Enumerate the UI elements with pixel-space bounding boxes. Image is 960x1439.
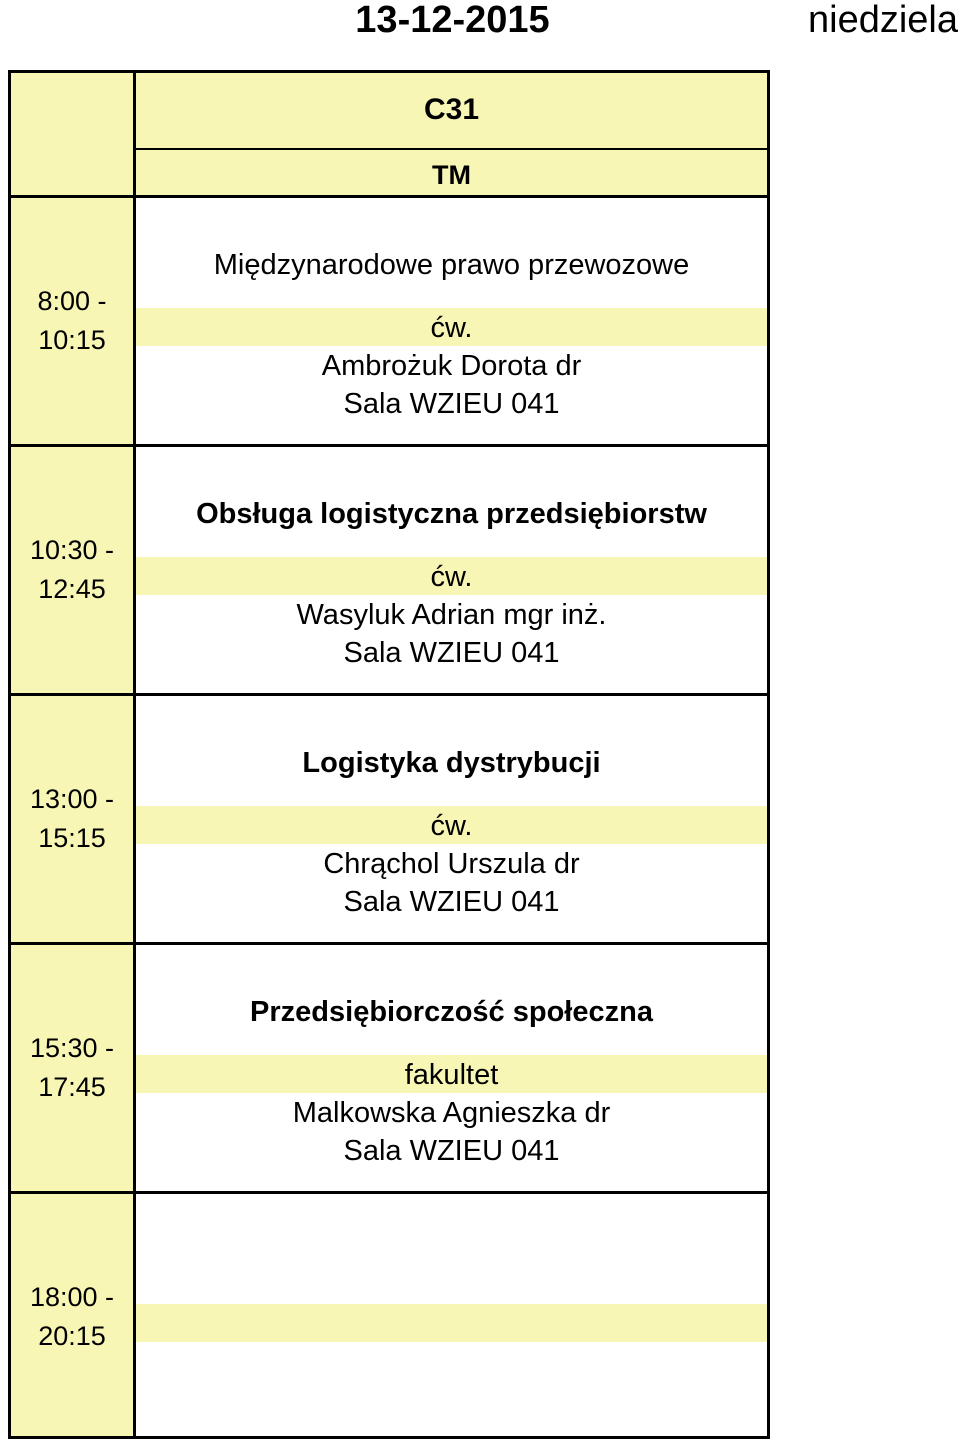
time-column bbox=[11, 73, 136, 1436]
time-end: 20:15 bbox=[38, 1321, 106, 1351]
time-start: 13:00 - bbox=[29, 784, 115, 814]
time-start: 10:30 - bbox=[29, 535, 115, 565]
room-name: Sala WZIEU 041 bbox=[343, 388, 560, 420]
schedule-date: 13-12-2015 bbox=[355, 0, 550, 41]
schedule-weekday: niedziela bbox=[808, 0, 958, 41]
room-name: Sala WZIEU 041 bbox=[343, 637, 560, 669]
row-divider bbox=[11, 942, 767, 945]
time-start: 8:00 - bbox=[37, 286, 107, 316]
schedule-table bbox=[8, 70, 770, 1439]
room-name: Sala WZIEU 041 bbox=[343, 1135, 560, 1167]
subject-name: Międzynarodowe prawo przewozowe bbox=[213, 249, 690, 281]
time-start: 15:30 - bbox=[29, 1033, 115, 1063]
subject-name: Obsługa logistyczna przedsiębiorstw bbox=[196, 498, 707, 530]
lecturer-name: Ambrożuk Dorota dr bbox=[321, 350, 582, 382]
time-end: 10:15 bbox=[38, 325, 106, 355]
room-name: Sala WZIEU 041 bbox=[343, 886, 560, 918]
lecturer-name: Malkowska Agnieszka dr bbox=[292, 1097, 611, 1129]
subject-name: Logistyka dystrybucji bbox=[302, 747, 601, 779]
subject-name: Przedsiębiorczość społeczna bbox=[250, 996, 653, 1028]
class-type: ćw. bbox=[430, 312, 473, 344]
header-divider bbox=[136, 148, 767, 150]
row-divider bbox=[11, 444, 767, 447]
class-type: ćw. bbox=[430, 561, 473, 593]
lecturer-name: Chrąchol Urszula dr bbox=[323, 848, 580, 880]
column-divider bbox=[133, 73, 136, 1436]
class-type-band bbox=[136, 1304, 767, 1342]
row-divider bbox=[11, 693, 767, 696]
class-type: ćw. bbox=[430, 810, 473, 842]
lecturer-name: Wasyluk Adrian mgr inż. bbox=[296, 599, 607, 631]
time-end: 12:45 bbox=[38, 574, 106, 604]
class-type: fakultet bbox=[404, 1059, 499, 1091]
field-of-study: TM bbox=[432, 160, 471, 190]
time-end: 15:15 bbox=[38, 823, 106, 853]
row-divider bbox=[11, 1191, 767, 1194]
time-end: 17:45 bbox=[38, 1072, 106, 1102]
group-code: C31 bbox=[423, 93, 480, 126]
time-start: 18:00 - bbox=[29, 1282, 115, 1312]
row-divider bbox=[11, 195, 767, 198]
